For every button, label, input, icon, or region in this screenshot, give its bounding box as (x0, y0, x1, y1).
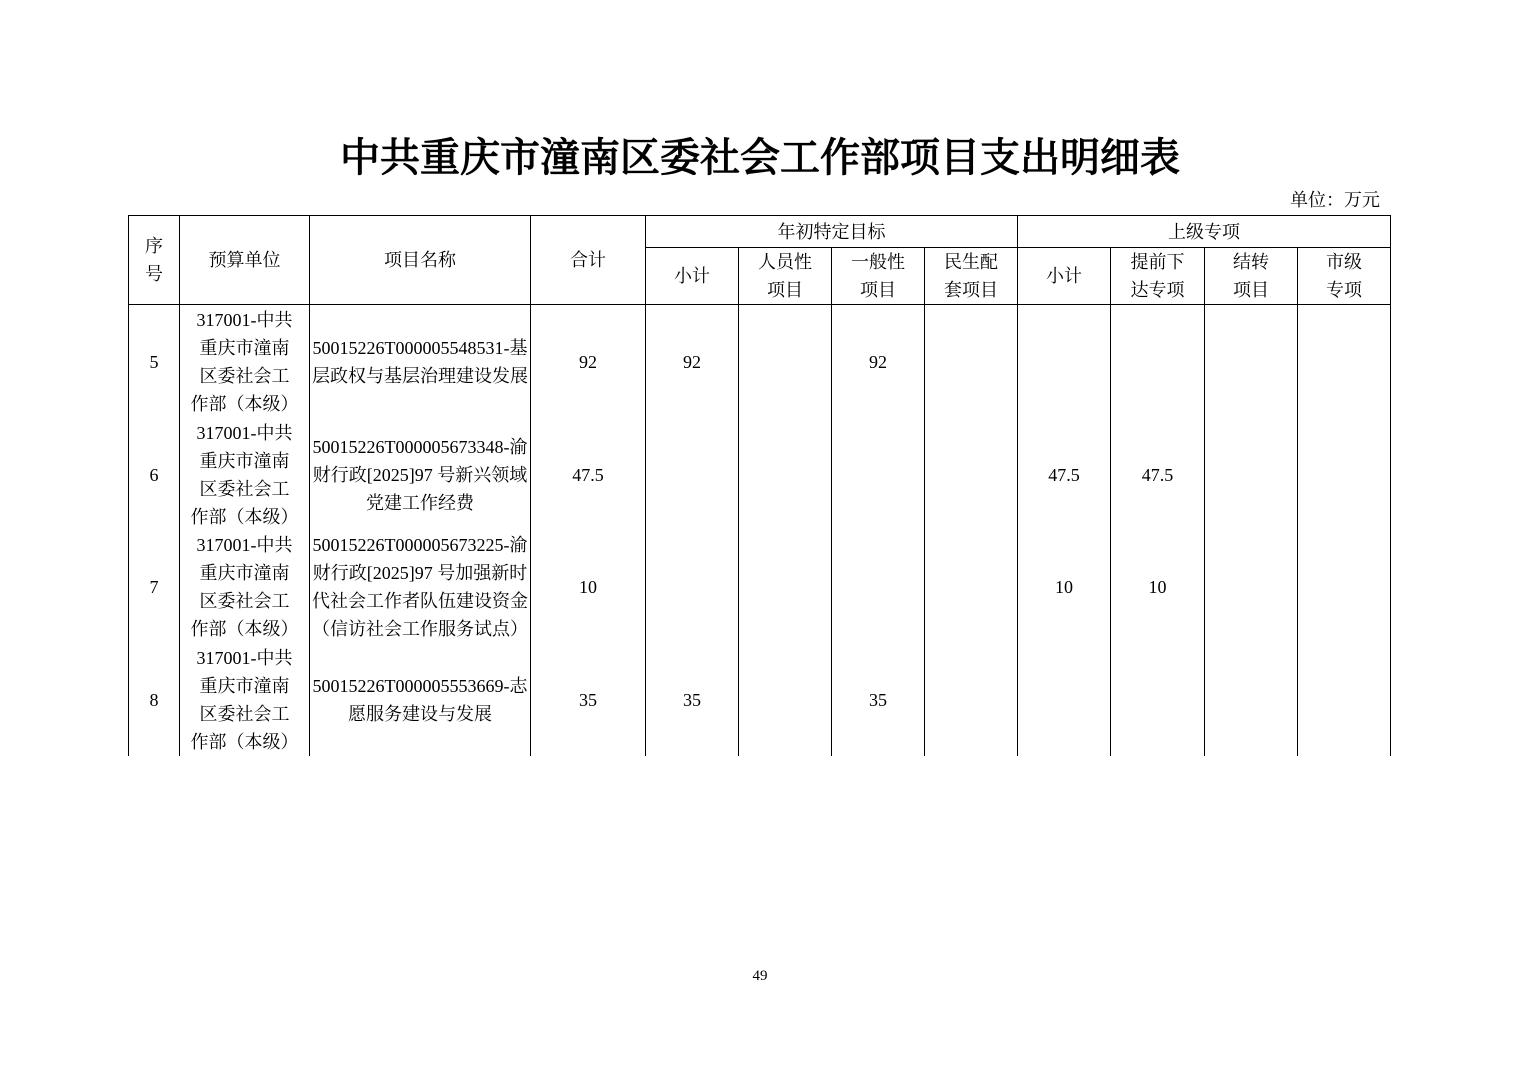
budget-unit-line: 317001-中共 (196, 422, 293, 443)
municipal-cell (1298, 419, 1391, 531)
header-advance-line: 达专项 (1130, 280, 1185, 300)
municipal-cell (1298, 531, 1391, 644)
project-expenditure-table (128, 215, 1391, 756)
header-seq (129, 216, 180, 305)
budget-unit-line: 重庆市潼南 (199, 337, 290, 358)
page-title: 中共重庆市潼南区委社会工作部项目支出明细表 (340, 135, 1180, 180)
header-budget-unit: 预算单位 (180, 216, 310, 305)
project-name-line: （信访社会工作服务试点） (312, 619, 528, 639)
header-personnel-line: 项目 (767, 280, 803, 300)
project-name-line: 党建工作经费 (366, 492, 474, 513)
table-row (129, 419, 1391, 531)
general-cell (832, 419, 925, 531)
header-personnel-line: 人员性 (758, 252, 812, 272)
general-cell (832, 531, 925, 644)
annual-subtotal-cell: 92 (646, 305, 739, 419)
header-annual-target-group: 年初特定目标 (646, 216, 1018, 248)
header-municipal-line: 专项 (1326, 280, 1362, 300)
advance-cell (1111, 305, 1205, 419)
header-superior-special-group: 上级专项 (1018, 216, 1391, 248)
advance-cell (1111, 644, 1205, 756)
superior-subtotal-cell (1018, 305, 1111, 419)
project-name-cell (310, 419, 531, 531)
project-name-line: 愿服务建设与发展 (348, 703, 492, 724)
project-name-line: 财行政[2025]97 号加强新时 (312, 563, 528, 583)
livelihood-cell (925, 531, 1018, 644)
budget-unit-line: 作部（本级） (190, 619, 299, 639)
advance-cell: 10 (1111, 531, 1205, 644)
budget-unit-line: 重庆市潼南 (199, 675, 290, 696)
header-carryover-line: 项目 (1233, 280, 1269, 300)
header-total: 合计 (531, 216, 646, 305)
municipal-cell (1298, 644, 1391, 756)
seq-cell: 8 (129, 644, 180, 756)
budget-unit-line: 区委社会工 (199, 703, 290, 724)
budget-unit-line: 作部（本级） (190, 506, 299, 527)
header-municipal (1298, 248, 1391, 305)
project-name-line: 50015226T000005673348-渝 (312, 436, 528, 457)
project-name-line: 财行政[2025]97 号新兴领域 (312, 464, 528, 485)
table-body (129, 305, 1391, 756)
carryover-cell (1205, 531, 1298, 644)
budget-unit-cell (180, 305, 310, 419)
superior-subtotal-cell: 10 (1018, 531, 1111, 644)
total-cell: 35 (531, 644, 646, 756)
header-seq-line: 号 (145, 264, 163, 284)
seq-cell: 7 (129, 531, 180, 644)
personnel-cell (739, 644, 832, 756)
personnel-cell (739, 305, 832, 419)
budget-unit-cell (180, 531, 310, 644)
unit-label: 单位：万元 (1290, 190, 1380, 210)
header-superior-subtotal: 小计 (1018, 248, 1111, 305)
budget-unit-line: 重庆市潼南 (199, 450, 290, 471)
annual-subtotal-cell (646, 419, 739, 531)
budget-unit-line: 317001-中共 (196, 535, 293, 555)
project-name-line: 代社会工作者队伍建设资金 (312, 591, 528, 611)
header-personnel (739, 248, 832, 305)
general-cell: 35 (832, 644, 925, 756)
carryover-cell (1205, 305, 1298, 419)
header-seq-line: 序 (145, 236, 163, 256)
total-cell: 47.5 (531, 419, 646, 531)
budget-unit-line: 重庆市潼南 (199, 563, 290, 583)
seq-cell: 6 (129, 419, 180, 531)
header-advance-line: 提前下 (1130, 252, 1185, 272)
budget-unit-line: 作部（本级） (190, 393, 299, 414)
header-general-line: 项目 (860, 280, 896, 300)
superior-subtotal-cell (1018, 644, 1111, 756)
budget-unit-line: 作部（本级） (190, 731, 299, 752)
livelihood-cell (925, 419, 1018, 531)
superior-subtotal-cell: 47.5 (1018, 419, 1111, 531)
header-livelihood-line: 套项目 (944, 280, 998, 300)
general-cell: 92 (832, 305, 925, 419)
annual-subtotal-cell: 35 (646, 644, 739, 756)
project-name-cell (310, 644, 531, 756)
header-annual-subtotal: 小计 (646, 248, 739, 305)
project-name-line: 层政权与基层治理建设发展 (312, 365, 528, 386)
table-row (129, 644, 1391, 756)
header-row-1 (129, 216, 1391, 248)
header-carryover (1205, 248, 1298, 305)
table-row (129, 531, 1391, 644)
carryover-cell (1205, 644, 1298, 756)
header-livelihood-line: 民生配 (944, 252, 998, 272)
project-name-cell (310, 531, 531, 644)
budget-unit-line: 317001-中共 (196, 309, 293, 330)
project-name-cell (310, 305, 531, 419)
project-name-line: 50015226T000005548531-基 (312, 337, 528, 358)
total-cell: 10 (531, 531, 646, 644)
personnel-cell (739, 419, 832, 531)
budget-unit-cell (180, 644, 310, 756)
table-row (129, 305, 1391, 419)
header-advance (1111, 248, 1205, 305)
project-name-line: 50015226T000005553669-志 (312, 675, 528, 696)
seq-cell: 5 (129, 305, 180, 419)
budget-unit-line: 317001-中共 (196, 647, 293, 668)
annual-subtotal-cell (646, 531, 739, 644)
advance-cell: 47.5 (1111, 419, 1205, 531)
budget-unit-line: 区委社会工 (199, 591, 290, 611)
municipal-cell (1298, 305, 1391, 419)
header-general (832, 248, 925, 305)
budget-unit-line: 区委社会工 (199, 478, 290, 499)
livelihood-cell (925, 305, 1018, 419)
livelihood-cell (925, 644, 1018, 756)
header-general-line: 一般性 (851, 252, 905, 272)
page-number: 49 (752, 968, 768, 984)
personnel-cell (739, 531, 832, 644)
header-livelihood (925, 248, 1018, 305)
header-project-name: 项目名称 (310, 216, 531, 305)
budget-unit-line: 区委社会工 (199, 365, 290, 386)
carryover-cell (1205, 419, 1298, 531)
table-header (129, 216, 1391, 305)
header-municipal-line: 市级 (1326, 252, 1362, 272)
header-carryover-line: 结转 (1233, 252, 1269, 272)
total-cell: 92 (531, 305, 646, 419)
project-name-line: 50015226T000005673225-渝 (312, 535, 528, 555)
budget-unit-cell (180, 419, 310, 531)
